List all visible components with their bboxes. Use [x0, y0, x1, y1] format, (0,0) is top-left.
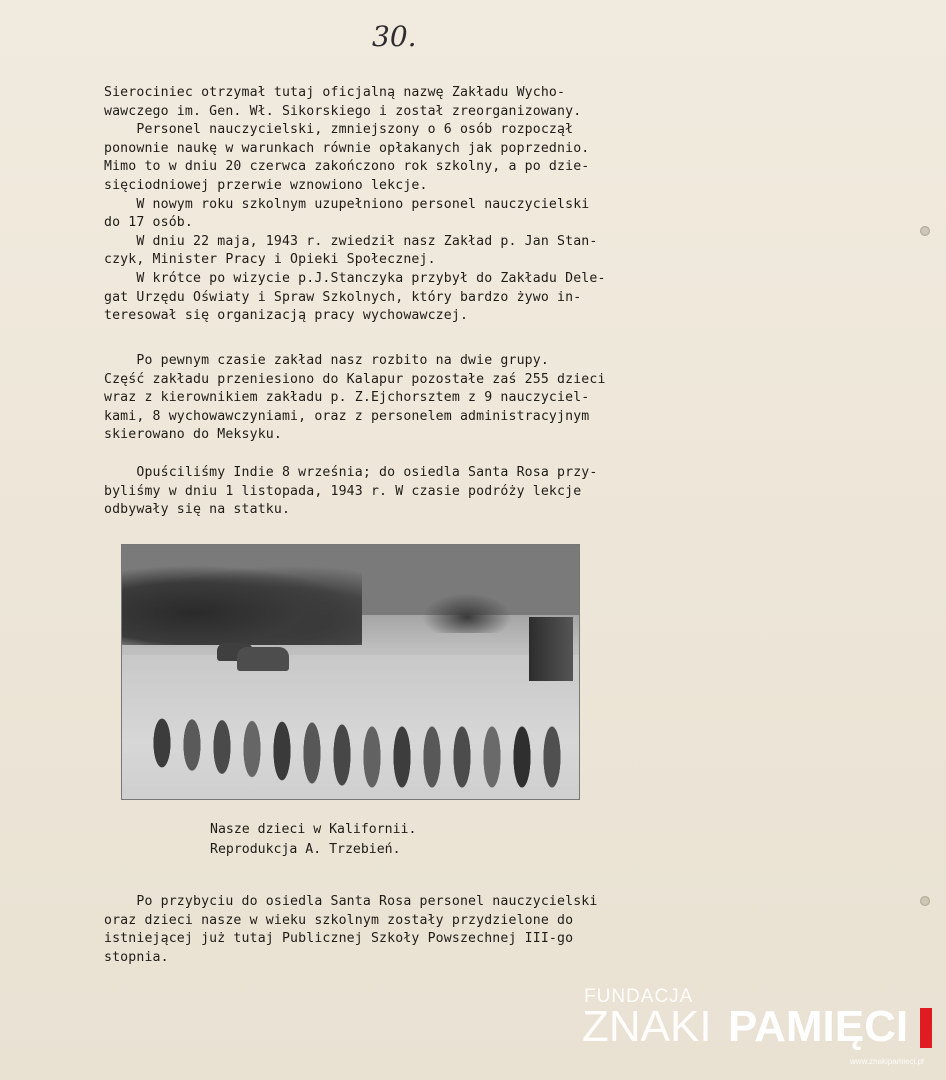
paragraph-santa-rosa-school: Po przybyciu do osiedla Santa Rosa personel nauczycielski oraz dzieci nasze w wieku szkolnym zostały przydzielone do istniejącej już tutaj Publicznej Szkoły Powszechnej III-go stopnia.	[104, 894, 598, 965]
photo-trees	[122, 565, 362, 645]
photo-children-california	[121, 544, 580, 800]
paragraph-groups: Po pewnym czasie zakład nasz rozbito na dwie grupy. Część zakładu przeniesiono do Kalapur pozostałe zaś 255 dzieci wraz z kierownikiem zakładu p. Z.Ejchorsztem z 9 nauczyciel- kami, 8 wychowawczyniami, oraz z personelem administracyjnym skierowano do Meksyku.	[104, 353, 606, 443]
watermark-fundacja: FUNDACJA	[584, 986, 694, 1007]
photo-trees-right	[422, 593, 512, 633]
watermark-logo	[582, 986, 934, 1072]
watermark-red-bar	[920, 1008, 932, 1048]
watermark-pamieci: PAMIĘCI	[728, 1002, 909, 1051]
watermark-znaki: ZNAKI	[582, 1002, 712, 1051]
punch-hole-icon	[920, 226, 930, 236]
watermark-url: www.znakipamieci.pl	[850, 1057, 924, 1066]
photo-shed	[529, 617, 573, 681]
photo-car	[237, 647, 289, 671]
paragraph-journey: Opuściliśmy Indie 8 września; do osiedla Santa Rosa przy- byliśmy w dniu 1 listopada, 1943 r. W czasie podróży lekcje odbywały się na statku.	[104, 465, 598, 518]
punch-hole-icon	[920, 896, 930, 906]
page-number: 30.	[372, 20, 417, 53]
paragraph-sierociniec: Sierociniec otrzymał tutaj oficjalną nazwę Zakładu Wycho- wawczego im. Gen. Wł. Sikorskiego i został zreorganizowany. Personel nauczycielski, zmniejszony o 6 osób rozpoczął ponownie naukę w warunkach równie opłakanych jak poprzednio. Mimo to w dniu 20 czerwca zakończono rok szkolny, a po dzie- sięciodniowej przerwie wznowiono lekcje. W nowym roku szkolnym uzupełniono personel nauczycielski do 17 osób. W dniu 22 maja, 1943 r. zwiedził nasz Zakład p. Jan Stan- czyk, Minister Pracy i Opieki Społecznej. W krótce po wizycie p.J.Stanczyka przybył do Zakładu Dele- gat Urzędu Oświaty i Spraw Szkolnych, który bardzo żywo in- teresował się organizacją pracy wychowawczej.	[104, 85, 606, 324]
photo-crowd	[122, 673, 580, 799]
photo-caption: Nasze dzieci w Kalifornii. Reprodukcja A. Trzebień.	[210, 822, 417, 857]
